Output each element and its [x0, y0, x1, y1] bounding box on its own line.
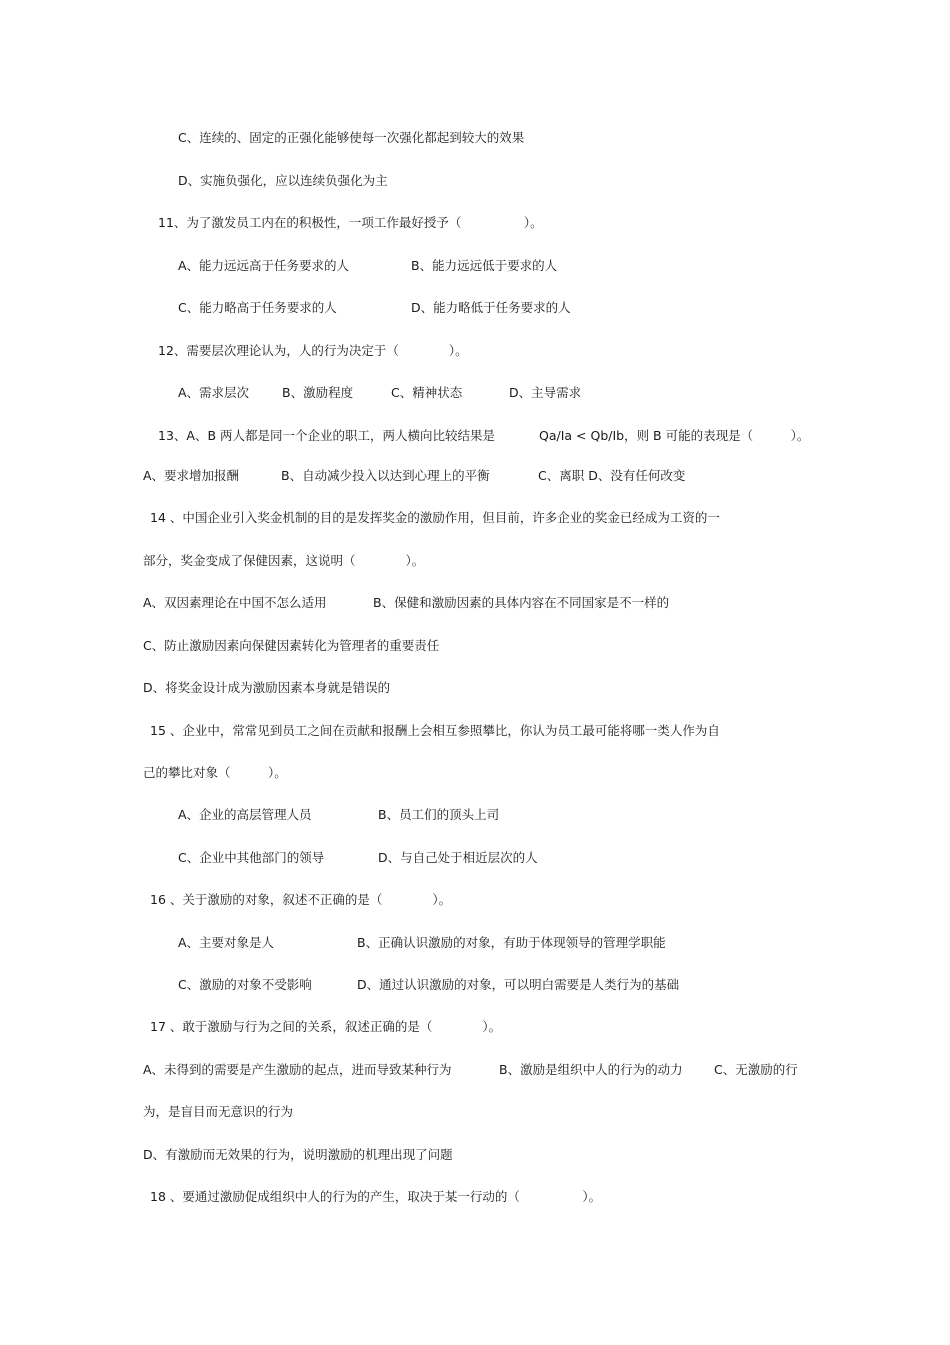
- question-text: 18 、要通过激励促成组织中人的行为的产生，取决于某一行动的（ ）。: [150, 1189, 602, 1204]
- option-b: B、自动减少投入以达到心理上的平衡: [281, 468, 490, 483]
- option-b: B、能力远远低于要求的人: [411, 258, 558, 273]
- option-c: C、连续的、固定的正强化能够使每一次强化都起到较大的效果: [178, 130, 525, 145]
- option-d: D、将奖金设计成为激励因素本身就是错误的: [143, 680, 391, 695]
- option-d: D、能力略低于任务要求的人: [411, 300, 571, 315]
- option-c: C、防止激励因素向保健因素转化为管理者的重要责任: [143, 638, 440, 653]
- option-a: A、主要对象是人: [178, 935, 275, 950]
- option-a: A、需求层次: [178, 385, 250, 400]
- question-text: 12、需要层次理论认为，人的行为决定于（ ）。: [158, 343, 468, 358]
- question-text: 13、A、B 两人都是同一个企业的职工，两人横向比较结果是: [158, 428, 496, 443]
- option-b: B、激励程度: [282, 385, 354, 400]
- option-a: A、企业的高层管理人员: [178, 807, 312, 822]
- option-b: B、激励是组织中人的行为的动力: [499, 1062, 683, 1077]
- option-c: C、能力略高于任务要求的人: [178, 300, 337, 315]
- question-text-cont: Qa/Ia < Qb/Ib，则 B 可能的表现是（ ）。: [539, 428, 810, 443]
- option-a: A、未得到的需要是产生激励的起点，进而导致某种行为: [143, 1062, 452, 1077]
- option-a: A、要求增加报酬: [143, 468, 240, 483]
- question-text: 16 、关于激励的对象，叙述不正确的是（ ）。: [150, 892, 452, 907]
- option-a: A、双因素理论在中国不怎么适用: [143, 595, 327, 610]
- option-d: D、与自己处于相近层次的人: [378, 850, 538, 865]
- option-c: C、激励的对象不受影响: [178, 977, 312, 992]
- question-text-cont: 部分，奖金变成了保健因素，这说明（ ）。: [143, 553, 425, 568]
- option-c-cont: 为，是盲目而无意识的行为: [143, 1104, 294, 1119]
- option-d: D、有激励而无效果的行为，说明激励的机理出现了问题: [143, 1147, 453, 1162]
- option-d: D、通过认识激励的对象，可以明白需要是人类行为的基础: [357, 977, 680, 992]
- option-d: D、实施负强化，应以连续负强化为主: [178, 173, 388, 188]
- option-d: D、主导需求: [509, 385, 582, 400]
- option-c: C、企业中其他部门的领导: [178, 850, 325, 865]
- question-text: 14 、中国企业引入奖金机制的目的是发挥奖金的激励作用，但目前，许多企业的奖金已经成为工资的一: [150, 510, 720, 525]
- option-c: C、无激励的行: [714, 1062, 798, 1077]
- option-b: B、员工们的顶头上司: [378, 807, 500, 822]
- option-b: B、保健和激励因素的具体内容在不同国家是不一样的: [373, 595, 670, 610]
- option-a: A、能力远远高于任务要求的人: [178, 258, 350, 273]
- option-c: C、精神状态: [391, 385, 463, 400]
- question-text-cont: 己的攀比对象（ ）。: [143, 765, 287, 780]
- question-text: 11、为了激发员工内在的积极性，一项工作最好授予（ ）。: [158, 215, 543, 230]
- question-text: 15 、企业中，常常见到员工之间在贡献和报酬上会相互参照攀比，你认为员工最可能将哪一类人作为自: [150, 723, 720, 738]
- option-c-d: C、离职 D、没有任何改变: [538, 468, 686, 483]
- option-b: B、正确认识激励的对象，有助于体现领导的管理学职能: [357, 935, 666, 950]
- question-text: 17 、敢于激励与行为之间的关系，叙述正确的是（ ）。: [150, 1019, 502, 1034]
